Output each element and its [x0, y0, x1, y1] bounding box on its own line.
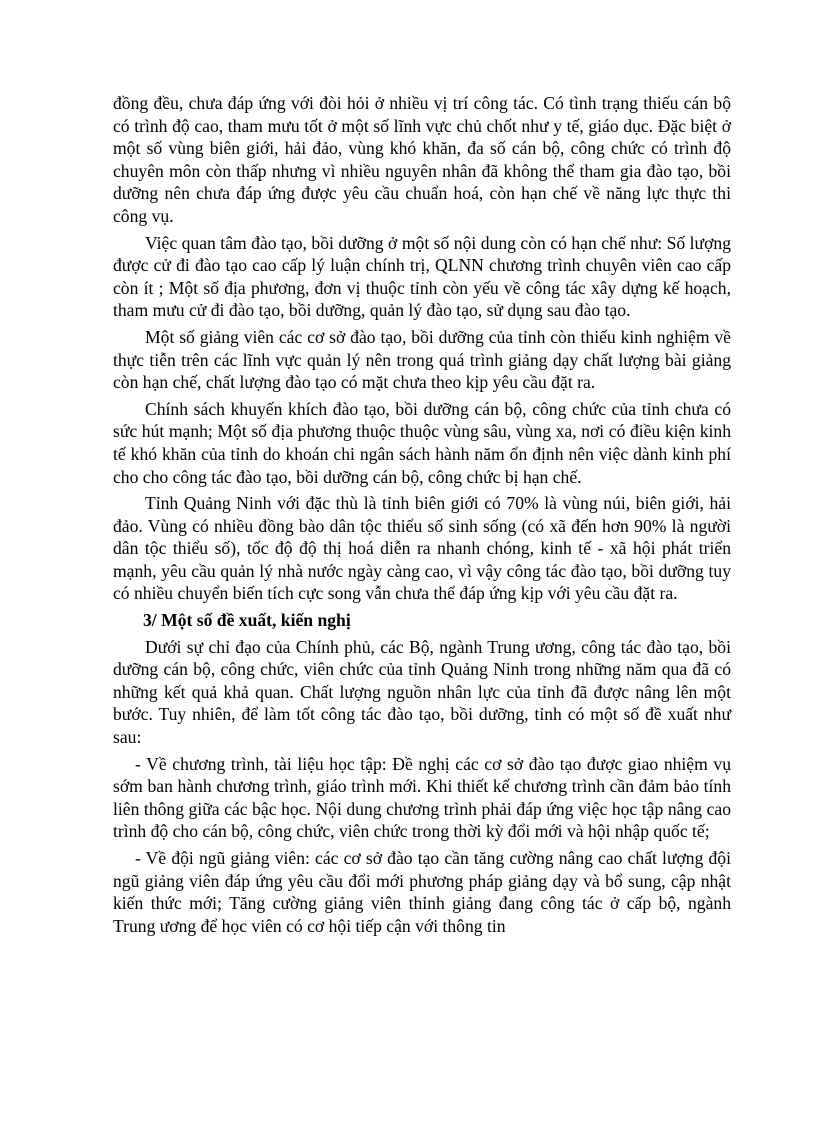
- section-heading: 3/ Một số đề xuất, kiến nghị: [143, 610, 351, 631]
- paragraph-proposals-intro: Dưới sự chỉ đạo của Chính phủ, các Bộ, ngành Trung ương, công tác đào tạo, bồi dưỡng cán bộ, công chức, viên chức của tỉnh Quảng Ninh trong những năm qua đã có những kết quả khả quan. Chất lượng nguồn nhân lực của tỉnh đã được nâng lên một bước. Tuy nhiên, để làm tốt công tác đào tạo, bồi dưỡng, tỉnh có một số đề xuất như sau:: [113, 636, 731, 748]
- paragraph-continued: đồng đều, chưa đáp ứng với đòi hỏi ở nhiều vị trí công tác. Có tình trạng thiếu cán bộ có trình độ cao, tham mưu tốt ở một số lĩnh vực chủ chốt như y tế, giáo dục. Đặc biệt ở một số vùng biên giới, hải đảo, vùng khó khăn, đa số cán bộ, công chức có trình độ chuyên môn còn thấp nhưng vì nhiều nguyên nhân đã không thể tham gia đào tạo, bồi dưỡng nên chưa đáp ứng được yêu cầu chuẩn hoá, còn hạn chế về năng lực thực thi công vụ.: [113, 93, 731, 226]
- paragraph-lecturers: Một số giảng viên các cơ sở đào tạo, bồi dưỡng của tỉnh còn thiếu kinh nghiệm về thực tiễn trên các lĩnh vực quản lý nên trong quá trình giảng dạy chất lượng bài giảng còn hạn chế, chất lượng đào tạo có mặt chưa theo kịp yêu cầu đặt ra.: [113, 326, 731, 393]
- paragraph-incentive-policy: Chính sách khuyến khích đào tạo, bồi dưỡng cán bộ, công chức của tỉnh chưa có sức hút mạnh; Một số địa phương thuộc thuộc vùng sâu, vùng xa, nơi có điều kiện kinh tế khó khăn của tỉnh do khoán chi ngân sách hành năm ổn định nên việc dành kinh phí cho cho công tác đào tạo, bồi dưỡng cán bộ, công chức bị hạn chế.: [113, 398, 731, 487]
- document-page: [113, 92, 731, 941]
- paragraph-training-limits: Việc quan tâm đào tạo, bồi dưỡng ở một số nội dung còn có hạn chế như: Số lượng được cử đi đào tạo cao cấp lý luận chính trị, QLNN chương trình chuyên viên cao cấp còn ít ; Một số địa phương, đơn vị thuộc tỉnh còn yếu về công tác xây dựng kế hoạch, tham mưu cử đi đào tạo, bồi dưỡng, quản lý đào tạo, sử dụng sau đào tạo.: [113, 232, 731, 321]
- paragraph-lecturer-proposal: - Về đội ngũ giảng viên: các cơ sở đào tạo cần tăng cường nâng cao chất lượng đội ngũ giảng viên đáp ứng yêu cầu đổi mới phương pháp giảng dạy và bổ sung, cập nhật kiến thức mới; Tăng cường giảng viên thỉnh giảng đang công tác ở cấp bộ, ngành Trung ương để học viên có cơ hội tiếp cận với thông tin: [113, 848, 731, 936]
- paragraph-curriculum-proposal: - Về chương trình, tài liệu học tập: Đề nghị các cơ sở đào tạo được giao nhiệm vụ sớm ban hành chương trình, giáo trình mới. Khi thiết kế chương trình cần đảm bảo tính liên thông giữa các bậc học. Nội dung chương trình phải đáp ứng việc học tập nâng cao trình độ cho cán bộ, công chức, viên chức trong thời kỳ đổi mới và hội nhập quốc tế;: [113, 753, 731, 842]
- paragraph-quang-ninh: Tỉnh Quảng Ninh với đặc thù là tỉnh biên giới có 70% là vùng núi, biên giới, hải đảo. Vùng có nhiều đồng bào dân tộc thiểu số sinh sống (có xã đến hơn 90% là người dân tộc thiểu số), tốc độ độ thị hoá diễn ra nhanh chóng, kinh tế - xã hội phát triển mạnh, yêu cầu quản lý nhà nước ngày càng cao, vì vậy công tác đào tạo, bồi dưỡng tuy có nhiều chuyển biến tích cực song vẫn chưa thể đáp ứng kịp với yêu cầu đặt ra.: [113, 493, 731, 604]
